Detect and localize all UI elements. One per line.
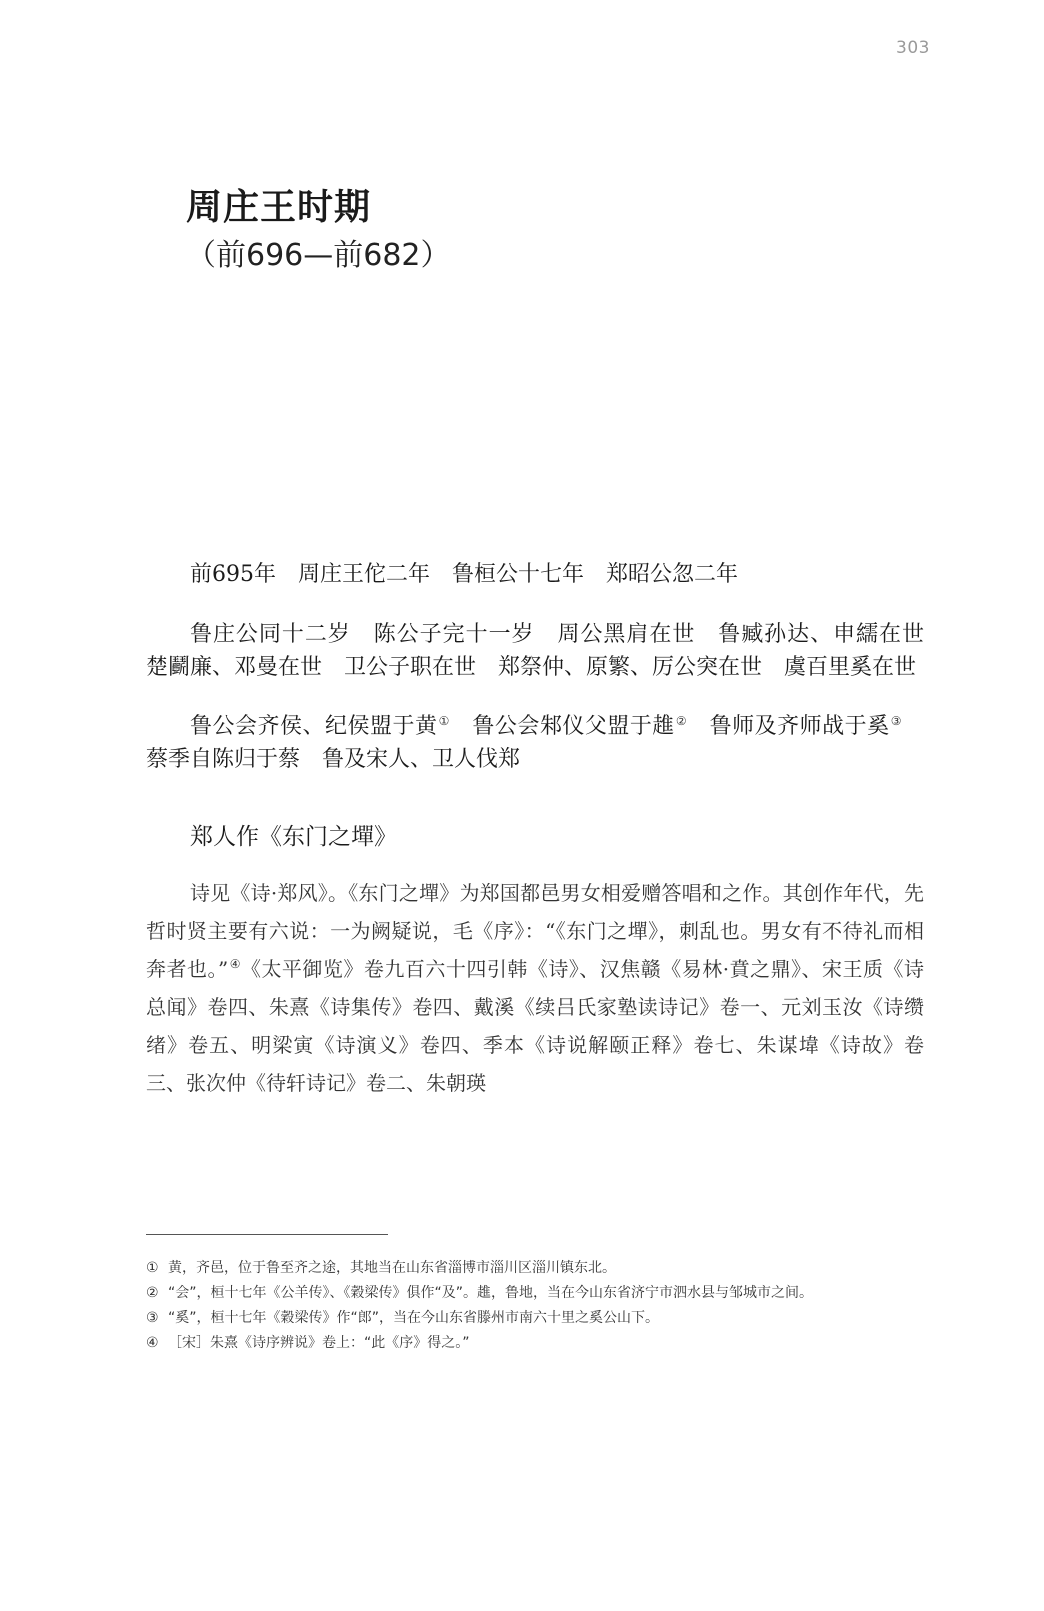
footnote-item <box>146 1306 924 1331</box>
main-content <box>146 558 947 1102</box>
footnote-ref-1[interactable]: ① <box>438 713 450 728</box>
page-title: 周庄王时期 <box>186 187 372 228</box>
footnote-text: “奚”，桓十七年《穀梁传》作“郎”，当在今山东省滕州市南六十里之奚公山下。 <box>168 1310 660 1326</box>
events-text-1: 鲁公会齐侯、纪侯盟于黄 <box>190 714 438 739</box>
events-text-4: 蔡季自陈归于蔡 鲁及宋人、卫人伐郑 <box>146 714 924 772</box>
footnote-number: ③ <box>146 1310 159 1326</box>
body-paragraph <box>146 874 924 1102</box>
events-text-2: 鲁公会邾仪父盟于趡 <box>449 714 675 739</box>
title-block <box>186 186 451 276</box>
footnote-number: ② <box>146 1285 159 1301</box>
events-text-3: 鲁师及齐师战于奚 <box>687 714 890 739</box>
footnote-item <box>146 1331 924 1356</box>
body-text-2: 《太平御览》卷九百六十四引韩《诗》、汉焦赣《易林·賁之鼎》、宋王质《诗总闻》卷四、朱熹《诗集传》卷四、戴溪《续吕氏家塾读诗记》卷一、元刘玉汝《诗缵绪》卷五、明梁寅《诗演义》卷四、季本《诗说解颐正释》卷七、朱谋㙔《诗故》卷三、张次仲《待轩诗记》卷二、朱朝瑛 <box>146 957 925 1095</box>
footnote-number: ① <box>146 1260 159 1276</box>
body-text-1: 诗见《诗·郑风》。《东门之墠》为郑国都邑男女相爱赠答唱和之作。其创作年代，先哲时贤主要有六说：一为阙疑说，毛《序》：“《东门之墠》，刺乱也。男女有不待礼而相奔者也。” <box>146 881 924 981</box>
section-heading: 郑人作《东门之墠》 <box>190 824 397 850</box>
events-paragraph <box>146 710 924 776</box>
footnote-text: ［宋］朱熹《诗序辨说》卷上：“此《序》得之。” <box>168 1335 470 1351</box>
page-subtitle: （前696—前682） <box>186 238 451 273</box>
year-line: 前695年 周庄王佗二年 鲁桓公十七年 郑昭公忽二年 <box>190 562 738 587</box>
persons-paragraph: 鲁庄公同十二岁 陈公子完十一岁 周公黑肩在世 鲁臧孙达、申繻在世 楚鬬廉、邓曼在世 卫公子职在世 郑祭仲、原繁、厉公突在世 虞百里奚在世 <box>146 622 947 680</box>
footnote-ref-2[interactable]: ② <box>675 713 688 728</box>
footnotes <box>146 1256 924 1356</box>
footnote-text: “会”，桓十七年《公羊传》、《穀梁传》俱作“及”。趡，鲁地，当在今山东省济宁市泗水县与邹城市之间。 <box>168 1285 814 1301</box>
footnote-number: ④ <box>146 1335 159 1351</box>
footnote-ref-3[interactable]: ③ <box>890 713 902 728</box>
footnote-divider <box>146 1234 388 1235</box>
footnote-item <box>146 1256 924 1281</box>
page-number: 303 <box>896 38 930 58</box>
footnote-item <box>146 1281 924 1306</box>
footnote-text: 黄，齐邑，位于鲁至齐之途，其地当在山东省淄博市淄川区淄川镇东北。 <box>168 1260 616 1276</box>
footnote-ref-4[interactable]: ④ <box>229 957 241 972</box>
